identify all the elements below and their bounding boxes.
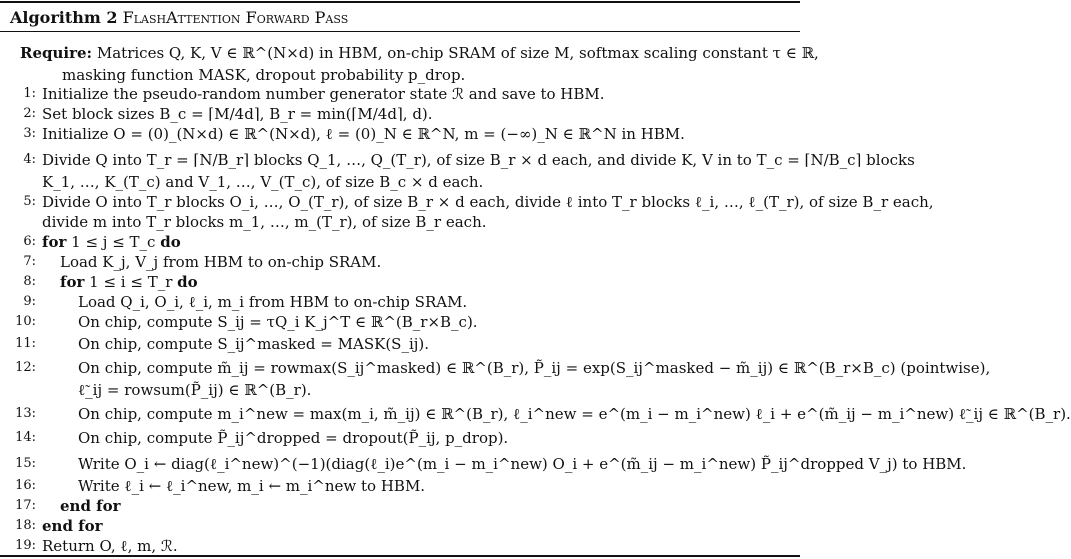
line-text: Return O, ℓ, m, ℛ. (42, 537, 178, 555)
line-number: 3: (23, 126, 36, 141)
bottom-rule (0, 555, 800, 557)
line-text: Divide O into T_r blocks O_i, …, O_(T_r), of size B_r × d each, divide ℓ into T_r blocks ℓ_i, …, ℓ_(T_r), of size B_r each, (42, 193, 934, 211)
line-number: 4: (23, 152, 36, 167)
line-number: 12: (15, 360, 36, 375)
line-text: On chip, compute S_ij = τQ_i K_j^T ∈ ℝ^(B_r×B_c). (78, 313, 478, 331)
line-number: 17: (15, 498, 36, 513)
line-text: ℓ̃_ij = rowsum(P̃_ij) ∈ ℝ^(B_r). (78, 381, 312, 399)
line-number: 6: (23, 234, 36, 249)
line-text: Initialize the pseudo-random number generator state ℛ and save to HBM. (42, 85, 605, 103)
line-text: end for (60, 497, 121, 515)
line-number: 9: (23, 294, 36, 309)
line-text: Set block sizes B_c = ⌈M/4d⌉, B_r = min(⌈M/4d⌉, d). (42, 105, 433, 123)
algorithm-title (10, 8, 348, 27)
line-text: Write O_i ← diag(ℓ_i^new)^(−1)(diag(ℓ_i)e^(m_i − m_i^new) O_i + e^(m̃_ij − m_i^new) P̃_ij^dropped V_j) to HBM. (78, 455, 967, 473)
require-line-1: Matrices Q, K, V ∈ ℝ^(N×d) in HBM, on-chip SRAM of size M, softmax scaling constant τ ∈ ℝ, (96, 44, 819, 62)
line-number: 8: (23, 274, 36, 289)
line-text: for 1 ≤ j ≤ T_c do (42, 233, 181, 251)
line-text: On chip, compute P̃_ij^dropped = dropout(P̃_ij, p_drop). (78, 429, 509, 447)
line-text: On chip, compute m_i^new = max(m_i, m̃_ij) ∈ ℝ^(B_r), ℓ_i^new = e^(m_i − m_i^new) ℓ_i + e^(m̃_ij − m_i^new) ℓ̃_ij ∈ ℝ^(B_r). (78, 405, 1071, 423)
line-number: 5: (23, 194, 36, 209)
line-text: On chip, compute m̃_ij = rowmax(S_ij^masked) ∈ ℝ^(B_r), P̃_ij = exp(S_ij^masked − m̃_ij) ∈ ℝ^(B_r×B_c) (pointwise), (78, 359, 991, 377)
algorithm-label: Algorithm 2 (10, 8, 118, 27)
line-text: Load Q_i, O_i, ℓ_i, m_i from HBM to on-chip SRAM. (78, 293, 468, 311)
algorithm-name: FlashAttention Forward Pass (122, 8, 349, 27)
line-number: 2: (23, 106, 36, 121)
line-text: for 1 ≤ i ≤ T_r do (60, 273, 198, 291)
line-text: end for (42, 517, 103, 535)
line-number: 1: (23, 86, 36, 101)
line-number: 14: (15, 430, 36, 445)
line-text: Write ℓ_i ← ℓ_i^new, m_i ← m_i^new to HBM. (78, 477, 426, 495)
line-number: 15: (15, 456, 36, 471)
line-number: 19: (15, 538, 36, 553)
top-rule (0, 1, 800, 3)
line-text: On chip, compute S_ij^masked = MASK(S_ij). (78, 335, 430, 353)
line-number: 7: (23, 254, 36, 269)
line-text: Divide Q into T_r = ⌈N/B_r⌉ blocks Q_1, …, Q_(T_r), of size B_r × d each, and divide K, V in to T_c = ⌈N/B_c⌉ blocks (42, 151, 915, 169)
line-text: Initialize O = (0)_(N×d) ∈ ℝ^(N×d), ℓ = (0)_N ∈ ℝ^N, m = (−∞)_N ∈ ℝ^N in HBM. (42, 125, 685, 143)
line-text: Load K_j, V_j from HBM to on-chip SRAM. (60, 253, 382, 271)
line-number: 16: (15, 478, 36, 493)
line-text: K_1, …, K_(T_c) and V_1, …, V_(T_c), of size B_c × d each. (42, 173, 484, 191)
line-text: divide m into T_r blocks m_1, …, m_(T_r), of size B_r each. (42, 213, 487, 231)
require-line-2: masking function MASK, dropout probability p_drop. (62, 66, 466, 84)
line-number: 10: (15, 314, 36, 329)
require-block (20, 42, 819, 86)
line-number: 18: (15, 518, 36, 533)
line-number: 11: (15, 336, 36, 351)
title-rule (0, 31, 800, 32)
require-keyword: Require: (20, 44, 93, 62)
line-number: 13: (15, 406, 36, 421)
